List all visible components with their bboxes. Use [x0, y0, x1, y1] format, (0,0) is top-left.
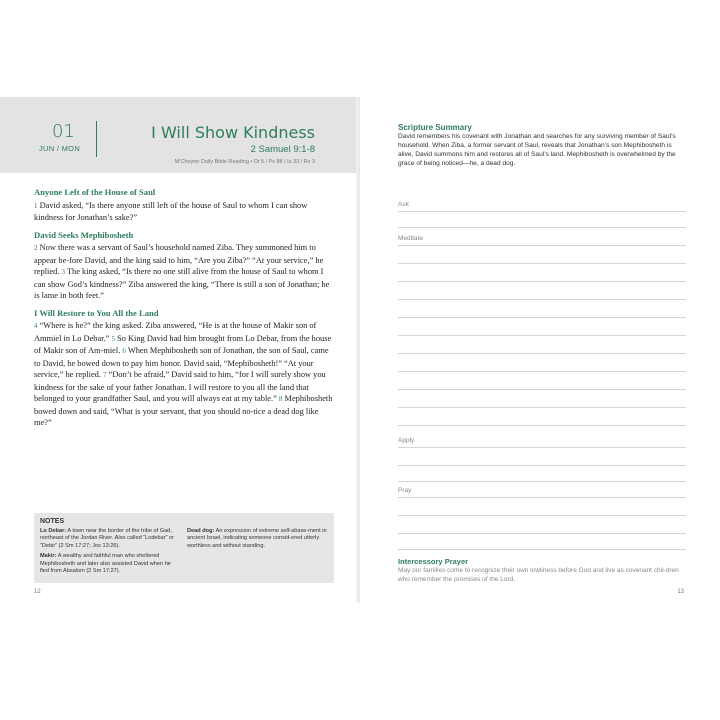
writing-line [398, 263, 686, 264]
scripture-body [34, 187, 334, 429]
verse-text: “Don’t be afraid,” David said to him, “for I will surely show you kindness for the sake of your father Jonathan. I will restore to you all the land that belonged to your grandfather Saul, and you will always eat at my table.” [34, 370, 326, 403]
writing-line [398, 447, 686, 448]
verse-number: 1 [34, 201, 38, 210]
writing-line [398, 389, 686, 390]
pray-label: Pray [398, 487, 412, 494]
verse-number: 6 [122, 347, 126, 355]
page-number-right: 13 [677, 589, 684, 595]
verse-number: 5 [111, 334, 115, 343]
date-number: 01 [52, 121, 75, 142]
writing-line [398, 515, 686, 516]
verse-number: 2 [34, 244, 38, 252]
paragraph [34, 242, 334, 302]
note-term: Makir: [40, 553, 57, 560]
writing-line [398, 549, 686, 550]
ask-label: Ask [398, 201, 409, 208]
writing-line [398, 481, 686, 482]
date-weekday: JUN / MON [39, 144, 81, 153]
writing-line [398, 425, 686, 426]
section-heading: David Seeks Mephibosheth [34, 229, 134, 240]
writing-line [398, 533, 686, 534]
writing-line [398, 281, 686, 282]
reading-plan: M'Cheyne Daily Bible Reading • Dt 5 / Ps 88 / Is 33 / Rv 3 [174, 159, 315, 165]
verse-text: “Where is he?” the king asked. Ziba answered, “He is at the house of Makir son of Ammiel in Lo Debar.” [34, 321, 317, 343]
verse-text: Now there was a servant of Saul’s household named Ziba. They summoned him to appear be-fore David, and the king said to him, “Are you Ziba?” “At your service,” he replied. [34, 243, 324, 276]
verse-text: The king asked, “Is there no one still alive from the house of Saul to whom I can show God’s kindness?” Ziba answered the king, “There is still a son of Jonathan; he is lame in both feet.” [34, 267, 330, 300]
section-heading: Anyone Left of the House of Saul [34, 187, 156, 197]
note-entry [187, 528, 327, 550]
page-title: I Will Show Kindness [151, 123, 315, 142]
writing-line [398, 245, 686, 246]
note-text: An expression of extreme self-abase-ment in ancient Israel, indicating someone consid-ered utterly worthless and without standing. [187, 528, 327, 549]
note-entry [40, 528, 180, 550]
writing-line [398, 407, 686, 408]
writing-line [398, 353, 686, 354]
section-heading: I Will Restore to You All the Land [34, 307, 159, 318]
header-band [0, 97, 362, 173]
writing-line [398, 211, 686, 212]
apply-label: Apply [398, 437, 415, 444]
page-number-left: 12 [34, 589, 41, 595]
book-spread [0, 97, 720, 603]
verse-number: 8 [278, 395, 283, 403]
writing-line [398, 335, 686, 336]
paragraph [34, 200, 334, 224]
verse-text: Mephibosheth bowed down and said, “What is your servant, that you should no-tice a dead dog like me?” [34, 394, 333, 427]
meditate-label: Meditate [398, 235, 423, 242]
writing-line [398, 317, 686, 318]
summary-title: Scripture Summary [398, 123, 472, 132]
intercessory-text: May our families come to recognize their own lowliness before God and live as covenant chil-dren who remember the promises of the Lord. [398, 567, 679, 583]
note-term: Dead dog: [187, 528, 215, 534]
verse-text: David asked, “Is there anyone still left of the house of Saul to whom I can show kindness for Jonathan’s sake?” [34, 200, 308, 222]
writing-line [398, 371, 686, 372]
left-page [0, 97, 360, 603]
scripture-reference: 2 Samuel 9:1-8 [250, 144, 315, 155]
verse-text: When Mephibosheth son of Jonathan, the son of Saul, came to David, he bowed down to pay him honor. David said, “Mephibosheth!” “At your service,” he replied. [34, 346, 329, 379]
writing-line [398, 465, 686, 466]
intercessory-title: Intercessory Prayer [398, 557, 469, 566]
verse-number: 7 [103, 371, 107, 379]
writing-line [398, 299, 686, 300]
summary-text: David remembers his covenant with Jonathan and searches for any surviving member of Saul’s household. When Ziba, a former servant of Saul, reveals that Jonathan’s son Mephibosheth is alive, David summons him and restores all of Saul’s land. Mephibosheth is overwhelmed by the grace of being noticed—he, a dead dog. [398, 133, 676, 167]
notes-column [40, 528, 180, 578]
verse-number: 3 [61, 268, 65, 276]
date-divider [96, 121, 97, 157]
writing-line [398, 497, 686, 498]
notes-title: NOTES [40, 518, 65, 525]
notes-box [34, 513, 334, 583]
verse-number: 4 [34, 322, 38, 330]
writing-line [398, 227, 686, 228]
right-page [360, 97, 720, 603]
note-text: A town near the border of the tribe of Gad, northeast of the Jordan River. Also called “Lodebar” or “Debir” (2 Sm 17:27; Jos 13:26). [40, 528, 175, 549]
note-entry [40, 553, 180, 575]
notes-column [187, 528, 327, 553]
paragraph [34, 320, 334, 429]
verse-text: So King David had him brought from Lo Debar, from the house of Makir son of Am-miel. [34, 333, 332, 355]
note-text: A wealthy and faithful man who sheltered Mephibosheth and later also assisted David when he fled from Absalom (2 Sm 17:27). [40, 553, 171, 575]
note-term: Lo Debar: [40, 528, 67, 534]
